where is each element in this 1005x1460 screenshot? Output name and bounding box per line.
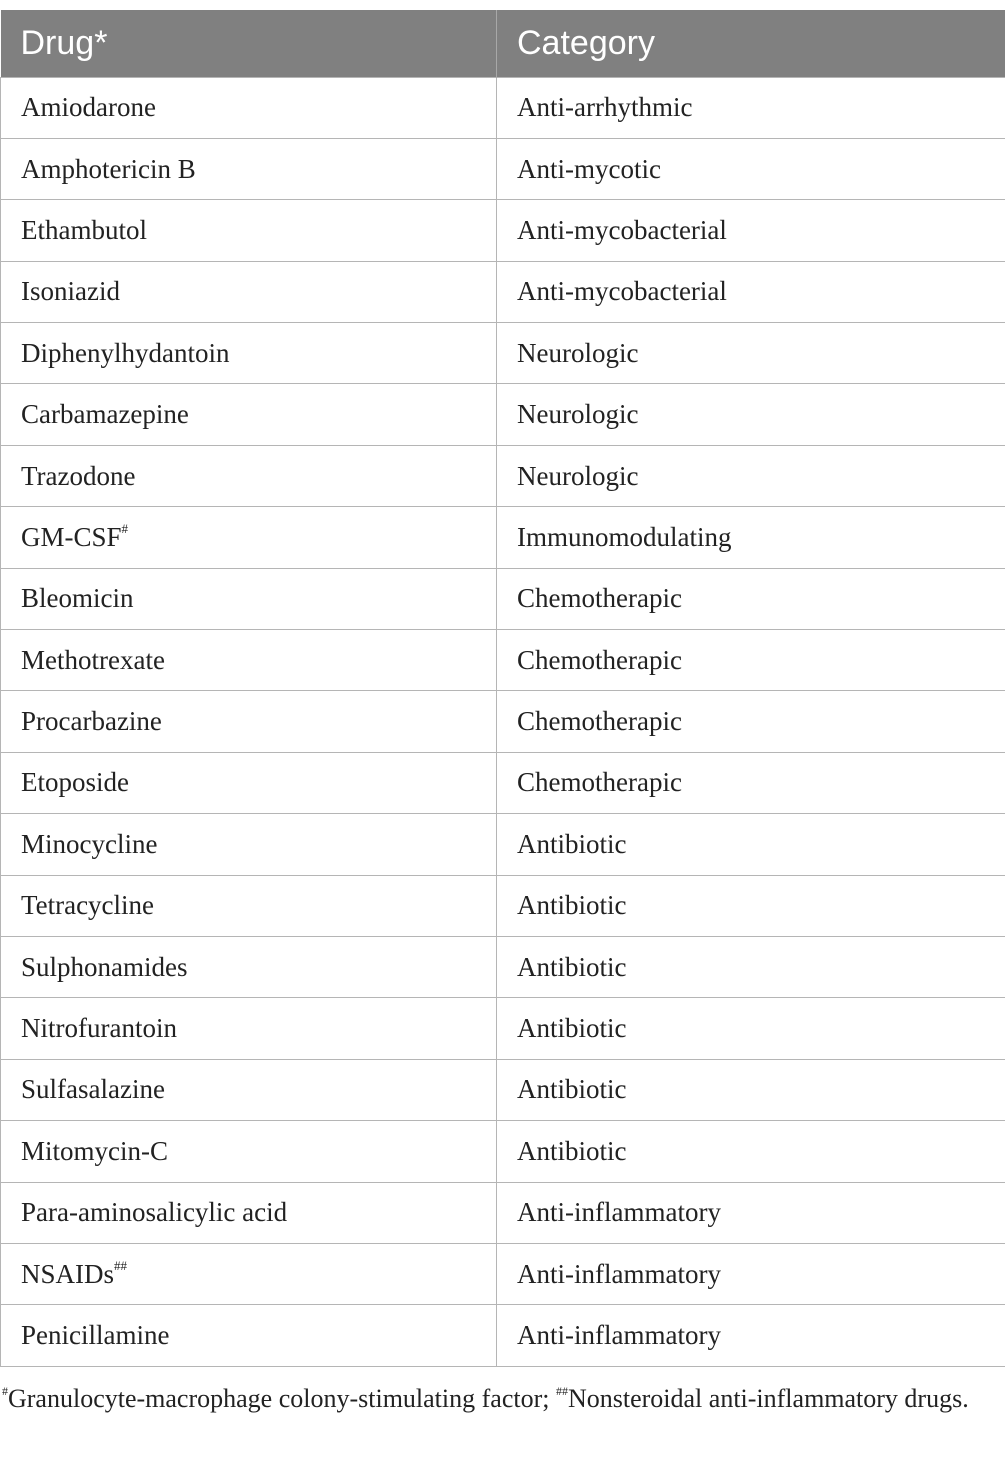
table-row (1, 630, 1005, 691)
drug-name: Para-aminosalicylic acid (21, 1197, 288, 1228)
table-row (1, 77, 1005, 138)
drug-name: Minocycline (21, 828, 158, 859)
drug-table-container (0, 10, 1005, 1367)
cell-drug (1, 261, 497, 322)
cell-drug (1, 200, 497, 261)
drug-name: Isoniazid (21, 276, 120, 307)
drug-name: Methotrexate (21, 644, 165, 675)
drug-name: Ethambutol (21, 214, 147, 245)
cell-drug (1, 77, 497, 138)
table-row (1, 138, 1005, 199)
drug-name: Carbamazepine (21, 399, 189, 430)
drug-name: Trazodone (21, 460, 136, 491)
table-footnote (2, 1380, 992, 1417)
drug-name: Procarbazine (21, 706, 162, 737)
cell-drug (1, 445, 497, 506)
cell-drug (1, 1182, 497, 1243)
table-row (1, 200, 1005, 261)
footnote-mark-2: ## (555, 1384, 568, 1398)
drug-name: Penicillamine (21, 1320, 170, 1350)
cell-category: Antibiotic (497, 875, 1005, 936)
table-header (1, 10, 1005, 77)
table-row (1, 1059, 1005, 1120)
cell-drug (1, 875, 497, 936)
cell-category: Immunomodulating (497, 507, 1005, 568)
cell-category: Anti-mycobacterial (497, 200, 1005, 261)
table-row (1, 323, 1005, 384)
drug-name: Etoposide (21, 767, 129, 798)
table-row (1, 445, 1005, 506)
drug-name: Nitrofurantoin (21, 1013, 177, 1044)
cell-drug (1, 752, 497, 813)
footnote-marker: ## (114, 1257, 128, 1273)
cell-drug (1, 138, 497, 199)
cell-category: Anti-arrhythmic (497, 77, 1005, 138)
cell-category: Antibiotic (497, 936, 1005, 997)
cell-drug (1, 384, 497, 445)
drug-name: Amiodarone (21, 92, 156, 123)
table-row (1, 261, 1005, 322)
cell-drug (1, 1243, 497, 1304)
table-row (1, 752, 1005, 813)
drug-name: Sulphonamides (21, 951, 188, 982)
cell-category: Anti-inflammatory (497, 1182, 1005, 1243)
cell-drug (1, 691, 497, 752)
table-row (1, 1121, 1005, 1182)
table-row (1, 875, 1005, 936)
drug-name: Tetracycline (21, 890, 155, 921)
drug-name: Amphotericin B (21, 153, 196, 184)
cell-category: Anti-inflammatory (497, 1305, 1005, 1366)
cell-drug (1, 998, 497, 1059)
cell-drug (1, 814, 497, 875)
cell-category: Antibiotic (497, 814, 1005, 875)
table-row (1, 998, 1005, 1059)
cell-category: Chemotherapic (497, 752, 1005, 813)
table-row (1, 568, 1005, 629)
footnote-text-1: Granulocyte-macrophage colony-stimulating factor; (8, 1384, 556, 1413)
cell-category: Anti-mycobacterial (497, 261, 1005, 322)
drug-name: Mitomycin-C (21, 1135, 168, 1166)
table-row (1, 1182, 1005, 1243)
drug-name: Bleomicin (21, 583, 134, 614)
table-row (1, 814, 1005, 875)
footnote-mark-1: # (2, 1384, 8, 1398)
cell-drug (1, 936, 497, 997)
cell-drug (1, 630, 497, 691)
column-header-category: Category (497, 10, 1005, 77)
table-row (1, 691, 1005, 752)
cell-category: Antibiotic (497, 998, 1005, 1059)
cell-category: Chemotherapic (497, 630, 1005, 691)
cell-category: Anti-inflammatory (497, 1243, 1005, 1304)
cell-drug (1, 1305, 497, 1366)
cell-category: Neurologic (497, 384, 1005, 445)
drug-name: Sulfasalazine (21, 1074, 165, 1105)
cell-drug (1, 568, 497, 629)
table-row (1, 384, 1005, 445)
drug-table (0, 10, 1005, 1367)
drug-name: Diphenylhydantoin (21, 337, 230, 368)
header-row (1, 10, 1005, 77)
table-row (1, 1305, 1005, 1366)
table-row (1, 507, 1005, 568)
footnote-text-2: Nonsteroidal anti-inflammatory drugs. (567, 1384, 969, 1413)
cell-category: Chemotherapic (497, 691, 1005, 752)
cell-drug (1, 323, 497, 384)
table-body (1, 77, 1005, 1366)
table-row (1, 936, 1005, 997)
column-header-drug: Drug* (1, 10, 497, 77)
cell-drug (1, 507, 497, 568)
cell-drug (1, 1121, 497, 1182)
cell-category: Neurologic (497, 323, 1005, 384)
cell-category: Antibiotic (497, 1121, 1005, 1182)
table-row (1, 1243, 1005, 1304)
drug-name: NSAIDs (21, 1258, 115, 1289)
cell-category: Chemotherapic (497, 568, 1005, 629)
footnote-marker: # (121, 520, 129, 536)
cell-category: Neurologic (497, 445, 1005, 506)
cell-drug (1, 1059, 497, 1120)
cell-category: Anti-mycotic (497, 138, 1005, 199)
cell-category: Antibiotic (497, 1059, 1005, 1120)
drug-name: GM-CSF (21, 521, 122, 552)
